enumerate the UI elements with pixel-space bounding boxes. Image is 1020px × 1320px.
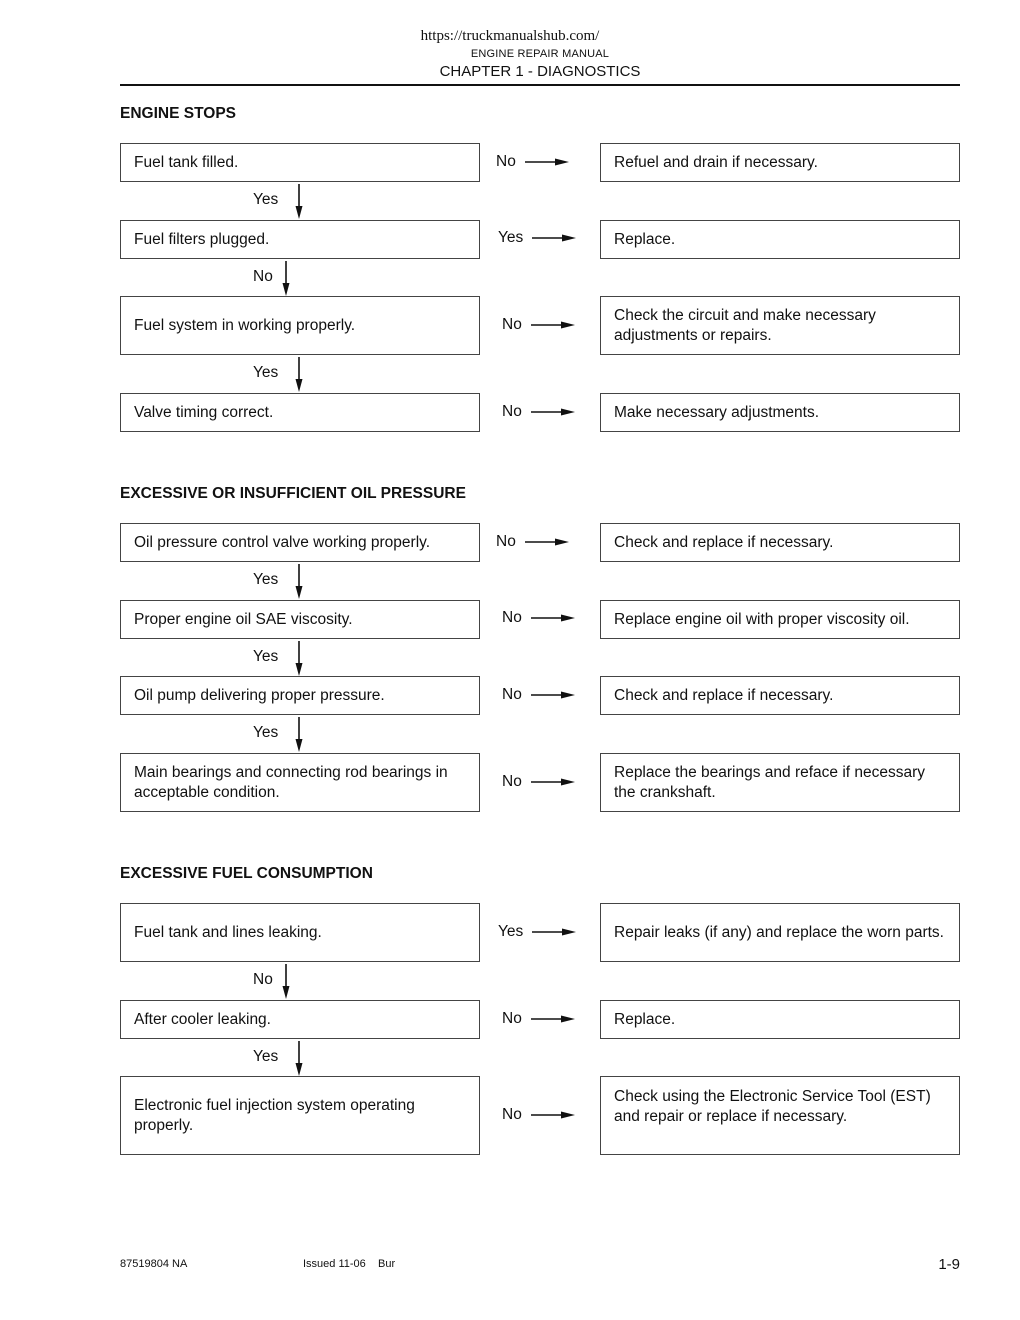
flow-label: Yes bbox=[253, 724, 279, 741]
action-text: Make necessary adjustments. bbox=[614, 403, 820, 421]
action-box bbox=[600, 1000, 960, 1039]
action-text: Check using the Electronic Service Tool (EST) and repair or replace if necessary. bbox=[614, 1088, 931, 1125]
check-text: Fuel filters plugged. bbox=[134, 230, 270, 248]
flow-arrow bbox=[253, 182, 313, 220]
down-arrow-icon bbox=[280, 259, 292, 297]
check-box bbox=[120, 903, 480, 962]
issue-date: Issued 11-06 Bur bbox=[303, 1258, 396, 1270]
check-text: Fuel tank filled. bbox=[134, 153, 239, 171]
branch-arrow bbox=[496, 153, 569, 171]
branch-label: Yes bbox=[498, 923, 524, 940]
right-arrow-icon bbox=[531, 613, 575, 623]
chapter-title: CHAPTER 1 - DIAGNOSTICS bbox=[439, 63, 641, 80]
right-arrow-icon bbox=[525, 537, 569, 547]
check-text: Fuel tank and lines leaking. bbox=[134, 923, 322, 941]
header-rule bbox=[120, 84, 960, 86]
down-arrow-icon bbox=[280, 962, 292, 1000]
check-box bbox=[120, 753, 480, 812]
flow-arrow bbox=[253, 355, 313, 393]
right-arrow-icon bbox=[531, 777, 575, 787]
check-text: Electronic fuel injection system operating properly. bbox=[134, 1096, 415, 1134]
check-box bbox=[120, 296, 480, 355]
right-arrow-icon bbox=[531, 407, 575, 417]
flow-label: Yes bbox=[253, 1048, 279, 1065]
branch-label: No bbox=[496, 533, 516, 550]
flow-arrow bbox=[253, 259, 313, 297]
branch-label: No bbox=[502, 686, 522, 703]
right-arrow-icon bbox=[531, 320, 575, 330]
section-title: EXCESSIVE FUEL CONSUMPTION bbox=[120, 865, 373, 882]
check-box bbox=[120, 1000, 480, 1039]
action-text: Replace. bbox=[614, 230, 676, 248]
flow-arrow bbox=[253, 1039, 313, 1077]
right-arrow-icon bbox=[531, 1110, 575, 1120]
action-text: Check the circuit and make necessary adjustments or repairs. bbox=[614, 306, 876, 344]
check-text: Valve timing correct. bbox=[134, 403, 274, 421]
action-box bbox=[600, 600, 960, 639]
branch-arrow bbox=[498, 923, 576, 941]
check-box bbox=[120, 393, 480, 432]
down-arrow-icon bbox=[293, 182, 305, 220]
down-arrow-icon bbox=[293, 355, 305, 393]
branch-label: No bbox=[502, 316, 522, 333]
branch-arrow bbox=[496, 533, 569, 551]
branch-label: No bbox=[502, 1010, 522, 1027]
down-arrow-icon bbox=[293, 1039, 305, 1077]
check-box bbox=[120, 523, 480, 562]
flow-label: Yes bbox=[253, 364, 279, 381]
branch-arrow bbox=[502, 1010, 575, 1028]
flow-label: Yes bbox=[253, 648, 279, 665]
branch-label: No bbox=[502, 403, 522, 420]
right-arrow-icon bbox=[531, 1014, 575, 1024]
right-arrow-icon bbox=[525, 157, 569, 167]
check-text: Oil pump delivering proper pressure. bbox=[134, 686, 385, 704]
branch-arrow bbox=[498, 229, 576, 247]
check-text: Oil pressure control valve working properly. bbox=[134, 533, 431, 551]
action-text: Replace. bbox=[614, 1010, 676, 1028]
check-text: Main bearings and connecting rod bearings in acceptable condition. bbox=[134, 763, 448, 801]
source-url: https://truckmanualshub.com/ bbox=[420, 28, 600, 44]
branch-arrow bbox=[502, 316, 575, 334]
action-text: Check and replace if necessary. bbox=[614, 686, 834, 704]
action-box bbox=[600, 753, 960, 812]
right-arrow-icon bbox=[532, 233, 576, 243]
check-box bbox=[120, 220, 480, 259]
action-box bbox=[600, 296, 960, 355]
section-title: ENGINE STOPS bbox=[120, 105, 236, 122]
flow-label: No bbox=[253, 971, 273, 988]
down-arrow-icon bbox=[293, 562, 305, 600]
branch-arrow bbox=[502, 773, 575, 791]
action-text: Repair leaks (if any) and replace the worn parts. bbox=[614, 923, 944, 941]
right-arrow-icon bbox=[531, 690, 575, 700]
branch-arrow bbox=[502, 609, 575, 627]
section-title: EXCESSIVE OR INSUFFICIENT OIL PRESSURE bbox=[120, 485, 466, 502]
flow-arrow bbox=[253, 639, 313, 677]
page-number: 1-9 bbox=[938, 1256, 960, 1273]
action-text: Replace engine oil with proper viscosity oil. bbox=[614, 610, 910, 628]
check-text: Fuel system in working properly. bbox=[134, 316, 356, 334]
action-text: Refuel and drain if necessary. bbox=[614, 153, 818, 171]
flow-label: Yes bbox=[253, 191, 279, 208]
down-arrow-icon bbox=[293, 715, 305, 753]
manual-title: ENGINE REPAIR MANUAL bbox=[470, 48, 610, 60]
branch-label: Yes bbox=[498, 229, 524, 246]
flow-arrow bbox=[253, 962, 313, 1000]
check-box bbox=[120, 1076, 480, 1155]
action-box bbox=[600, 523, 960, 562]
down-arrow-icon bbox=[293, 639, 305, 677]
check-box bbox=[120, 676, 480, 715]
branch-label: No bbox=[502, 773, 522, 790]
flow-arrow bbox=[253, 715, 313, 753]
branch-arrow bbox=[502, 403, 575, 421]
branch-arrow bbox=[502, 686, 575, 704]
document-number: 87519804 NA bbox=[120, 1258, 188, 1270]
branch-arrow bbox=[502, 1106, 575, 1124]
flow-arrow bbox=[253, 562, 313, 600]
branch-label: No bbox=[496, 153, 516, 170]
check-box bbox=[120, 600, 480, 639]
action-box bbox=[600, 903, 960, 962]
check-text: Proper engine oil SAE viscosity. bbox=[134, 610, 353, 628]
flow-label: Yes bbox=[253, 571, 279, 588]
branch-label: No bbox=[502, 1106, 522, 1123]
right-arrow-icon bbox=[532, 927, 576, 937]
flow-label: No bbox=[253, 268, 273, 285]
branch-label: No bbox=[502, 609, 522, 626]
action-box bbox=[600, 143, 960, 182]
check-text: After cooler leaking. bbox=[134, 1010, 271, 1028]
action-box bbox=[600, 1076, 960, 1155]
action-text: Check and replace if necessary. bbox=[614, 533, 834, 551]
action-box bbox=[600, 220, 960, 259]
action-text: Replace the bearings and reface if necessary the crankshaft. bbox=[614, 763, 926, 801]
action-box bbox=[600, 393, 960, 432]
action-box bbox=[600, 676, 960, 715]
check-box bbox=[120, 143, 480, 182]
